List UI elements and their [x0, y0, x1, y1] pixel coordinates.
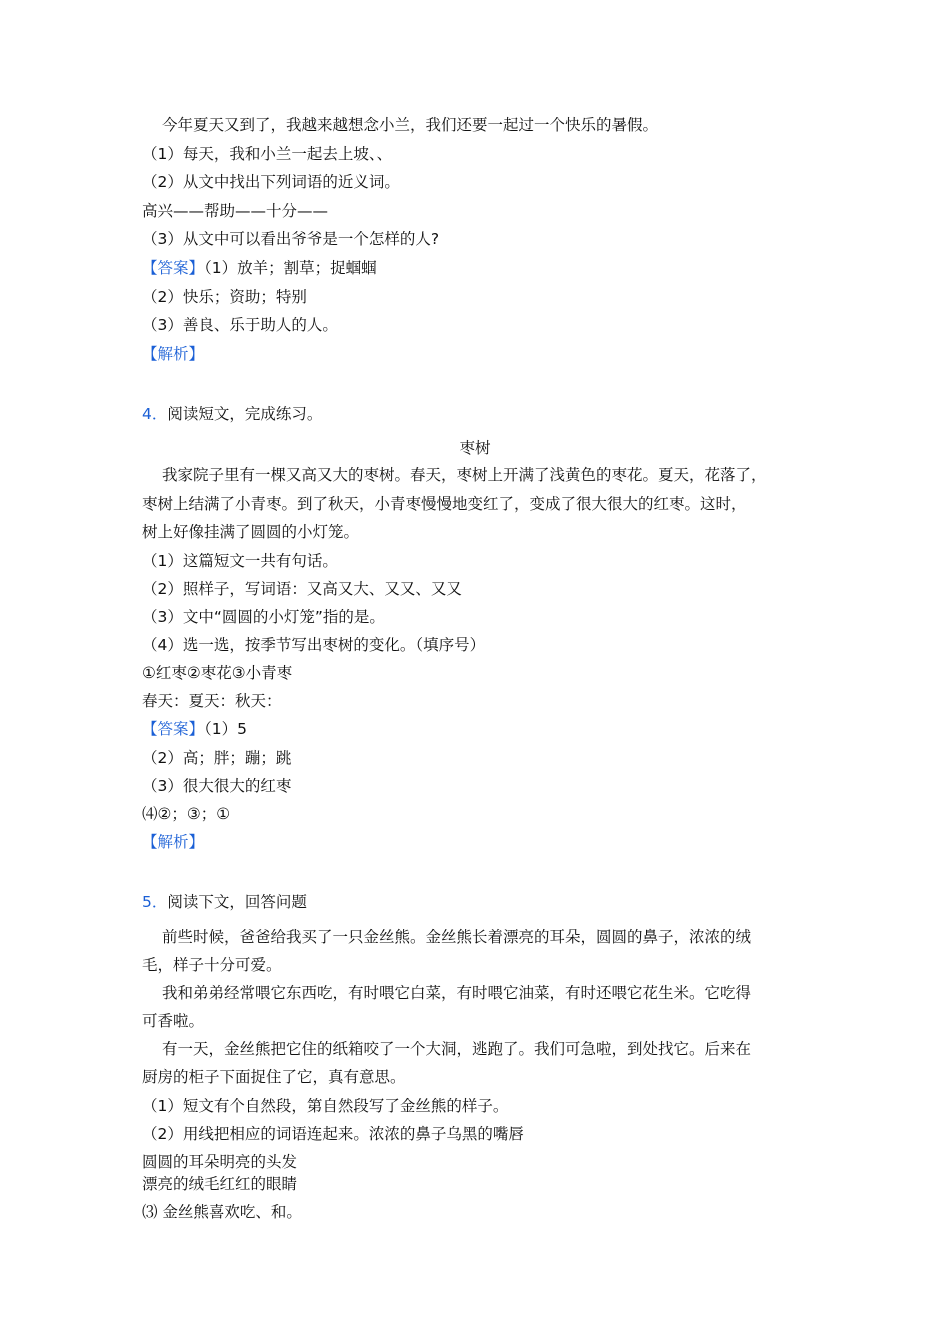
q3-subquestion-3: （3）从文中可以看出爷爷是一个怎样的人? — [142, 230, 440, 248]
answer-tag: 【答案】 — [142, 259, 205, 277]
q4-passage-line-1: 我家院子里有一棵又高又大的枣树。春天，枣树上开满了浅黄色的枣花。夏天，花落了， — [162, 466, 767, 484]
q4-passage-line-3: 树上好像挂满了圆圆的小灯笼。 — [142, 523, 360, 541]
q4-passage-line-2: 枣树上结满了小青枣。到了秋天，小青枣慢慢地变红了，变成了很大很大的红枣。这时， — [142, 495, 747, 513]
q5-match-line-1: 圆圆的耳朵明亮的头发 — [142, 1153, 298, 1171]
q5-passage-line-2: 毛，样子十分可爱。 — [142, 956, 282, 974]
q4-header — [142, 404, 322, 424]
question-number: 5． — [142, 893, 168, 911]
q3-subquestion-2: （2）从文中找出下列词语的近义词。 — [142, 173, 400, 191]
answer-tag: 【答案】 — [142, 720, 205, 738]
q3-passage-tail: 今年夏天又到了，我越来越想念小兰，我们还要一起过一个快乐的暑假。 — [162, 116, 659, 134]
q4-subquestion-3: （3）文中“圆圆的小灯笼”指的是。 — [142, 608, 385, 626]
q5-passage-line-6: 厨房的柜子下面捉住了它，真有意思。 — [142, 1068, 406, 1086]
q3-analysis-tag: 【解析】 — [142, 345, 205, 363]
q5-match-line-2: 漂亮的绒毛红红的眼睛 — [142, 1175, 298, 1193]
q4-answer-line-2: （2）高；胖；蹦；跳 — [142, 749, 292, 767]
question-number: 4． — [142, 405, 168, 423]
q4-subquestion-4: （4）选一选，按季节写出枣树的变化。（填序号） — [142, 636, 486, 654]
q3-answer-line-2: （2）快乐；资助；特别 — [142, 288, 307, 306]
q5-passage-line-5: 有一天，金丝熊把它住的纸箱咬了一个大洞，逃跑了。我们可急啦，到处找它。后来在 — [162, 1040, 752, 1058]
q5-subquestion-3: ⑶ 金丝熊喜欢吃、和。 — [142, 1203, 302, 1221]
q5-passage-line-3: 我和弟弟经常喂它东西吃，有时喂它白菜，有时喂它油菜，有时还喂它花生米。它吃得 — [162, 984, 752, 1002]
q4-seasons: 春天：夏天：秋天： — [142, 692, 282, 710]
q3-subquestion-1: （1）每天，我和小兰一起去上坡、、 — [142, 145, 393, 163]
q4-answer-line-1 — [142, 719, 247, 739]
q3-answer-line-3: （3）善良、乐于助人的人。 — [142, 316, 338, 334]
question-prompt: 阅读短文，完成练习。 — [167, 405, 323, 423]
q5-passage-line-1: 前些时候，爸爸给我买了一只金丝熊。金丝熊长着漂亮的耳朵，圆圆的鼻子，浓浓的绒 — [162, 928, 752, 946]
q4-subquestion-2: （2）照样子，写词语：又高又大、又又、又又 — [142, 580, 462, 598]
q4-answer-line-3: （3）很大很大的红枣 — [142, 777, 292, 795]
q4-answer-line-4: ⑷②；③；① — [142, 805, 231, 823]
q4-options: ①红枣②枣花③小青枣 — [142, 664, 293, 682]
q5-subquestion-1: （1）短文有个自然段，第自然段写了金丝熊的样子。 — [142, 1097, 509, 1115]
q4-passage-title: 枣树 — [459, 439, 491, 457]
q4-subquestion-1: （1）这篇短文一共有句话。 — [142, 552, 338, 570]
q5-subquestion-2: （2）用线把相应的词语连起来。浓浓的鼻子乌黑的嘴唇 — [142, 1125, 524, 1143]
q3-word-list: 高兴——帮助——十分—— — [142, 202, 329, 220]
q4-analysis-tag: 【解析】 — [142, 833, 205, 851]
answer-text: （1）5 — [204, 720, 247, 738]
q5-header — [142, 892, 307, 912]
question-prompt: 阅读下文，回答问题 — [167, 893, 307, 911]
answer-text: （1）放羊；割草；捉蝈蝈 — [204, 259, 377, 277]
q5-passage-line-4: 可香啦。 — [142, 1012, 205, 1030]
q3-answer-line-1 — [142, 258, 377, 278]
